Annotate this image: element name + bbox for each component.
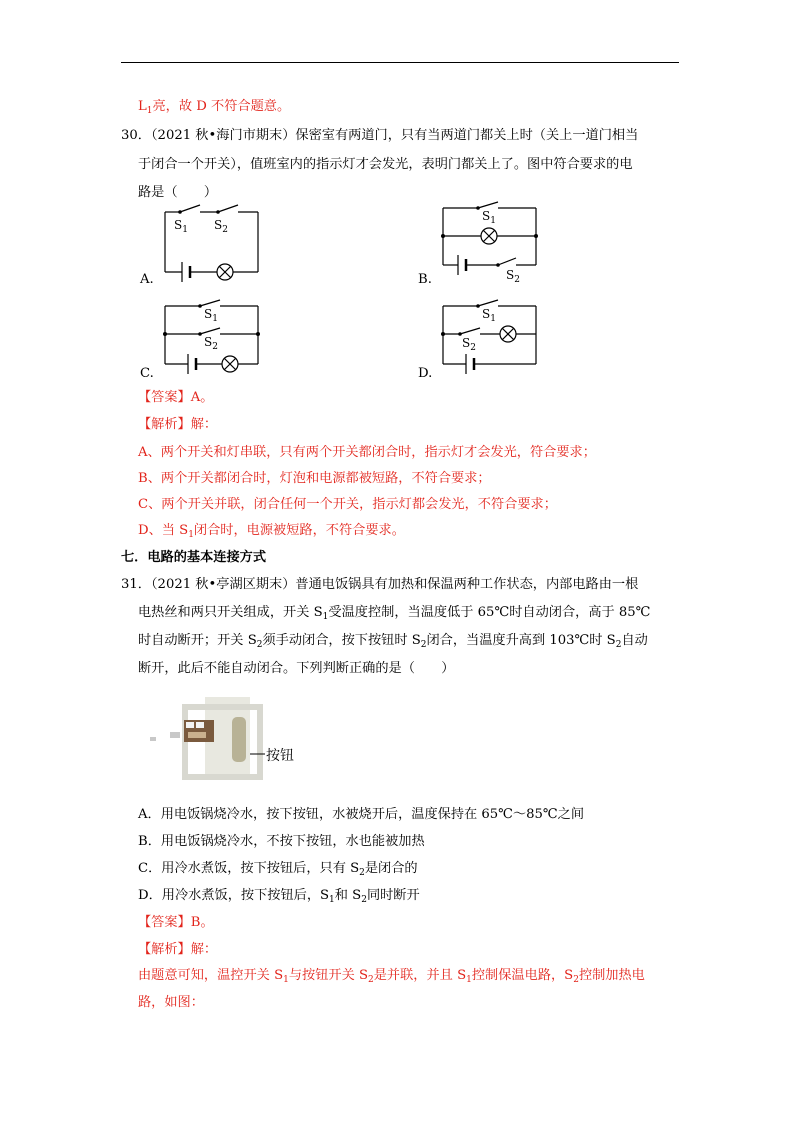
rice-cooker-image bbox=[150, 692, 300, 787]
circuit-d-s2-label: $S_2$ bbox=[462, 336, 476, 353]
circuit-d-s1-label: $S_1$ bbox=[482, 307, 496, 324]
q31-analysis-line2: 路，如图： bbox=[138, 995, 204, 1010]
prev-answer-fragment: $L_1$亮，故 D 不符合题意。 bbox=[138, 99, 291, 116]
q30-analysis-d: D、当 $S_1$闭合时，电源被短路，不符合要求。 bbox=[138, 523, 405, 540]
circuit-a-s1-label: $S_1$ bbox=[174, 218, 188, 235]
q30-analysis-b: B、两个开关都闭合时，灯泡和电源都被短路，不符合要求； bbox=[138, 471, 491, 486]
q30-option-a-label: A. bbox=[140, 272, 154, 287]
circuit-a-diagram bbox=[160, 200, 270, 295]
circuit-b-s2-label: $S_2$ bbox=[506, 268, 520, 285]
q30-analysis-c: C、两个开关并联，闭合任何一个开关，指示灯都会发光，不符合要求； bbox=[138, 497, 557, 512]
circuit-c-s1-label: $S_1$ bbox=[204, 307, 218, 324]
q31-option-c: C．用冷水煮饭，按下按钮后，只有 $S_2$是闭合的 bbox=[138, 861, 418, 878]
q30-option-c-label: C. bbox=[140, 366, 154, 381]
section-title: 七．电路的基本连接方式 bbox=[121, 550, 267, 565]
button-callout-label: 按钮 bbox=[266, 748, 294, 764]
circuit-d-diagram bbox=[438, 296, 548, 386]
q31-option-a: A．用电饭锅烧冷水，按下按钮，水被烧开后，温度保持在 65℃～85℃之间 bbox=[138, 807, 585, 822]
q31-stem-line4: 断开，此后不能自动闭合。下列判断正确的是（ ） bbox=[138, 661, 455, 676]
circuit-c-s2-label: $S_2$ bbox=[204, 335, 218, 352]
q30-stem-line1: 30．（2021 秋•海门市期末）保密室有两道门，只有当两道门都关上时（关上一道门相当 bbox=[121, 128, 639, 143]
q31-stem-line2: 电热丝和两只开关组成，开关 $S_1$受温度控制，当温度低于 65℃时自动闭合，高于 85℃ bbox=[138, 605, 651, 622]
q31-answer: 【答案】B。 bbox=[138, 915, 214, 930]
q30-option-d-label: D. bbox=[418, 366, 433, 381]
q31-analysis-line1: 由题意可知，温控开关 $S_1$与按钮开关 $S_2$是并联，并且 $S_1$控制保温电路，$S_2$控制加热电 bbox=[138, 968, 645, 985]
circuit-a-s2-label: $S_2$ bbox=[214, 218, 228, 235]
q31-stem-line1: 31．（2021 秋•亭湖区期末）普通电饭锅具有加热和保温两种工作状态，内部电路由一根 bbox=[121, 577, 639, 592]
q30-answer: 【答案】A。 bbox=[138, 390, 214, 405]
circuit-c-diagram bbox=[160, 296, 270, 386]
q30-stem-line3: 路是（ ） bbox=[138, 185, 218, 200]
q31-analysis-title: 【解析】解： bbox=[138, 942, 218, 957]
circuit-b-s1-label: $S_1$ bbox=[482, 209, 496, 226]
q30-option-b-label: B. bbox=[418, 272, 432, 287]
q30-analysis-title: 【解析】解： bbox=[138, 417, 218, 432]
q31-stem-line3: 时自动断开；开关 $S_2$须手动闭合，按下按钮时 $S_2$闭合，当温度升高到 103℃时 $S_2$自动 bbox=[138, 633, 648, 650]
q30-analysis-a: A、两个开关和灯串联，只有两个开关都闭合时，指示灯才会发光，符合要求； bbox=[138, 445, 596, 460]
circuit-b-diagram bbox=[438, 200, 548, 290]
header-rule bbox=[121, 62, 679, 63]
q31-option-d: D．用冷水煮饭，按下按钮后，$S_1$和 $S_2$同时断开 bbox=[138, 888, 420, 905]
q31-option-b: B．用电饭锅烧冷水，不按下按钮，水也能被加热 bbox=[138, 834, 425, 849]
q30-stem-line2: 于闭合一个开关），值班室内的指示灯才会发光，表明门都关上了。图中符合要求的电 bbox=[138, 157, 633, 172]
